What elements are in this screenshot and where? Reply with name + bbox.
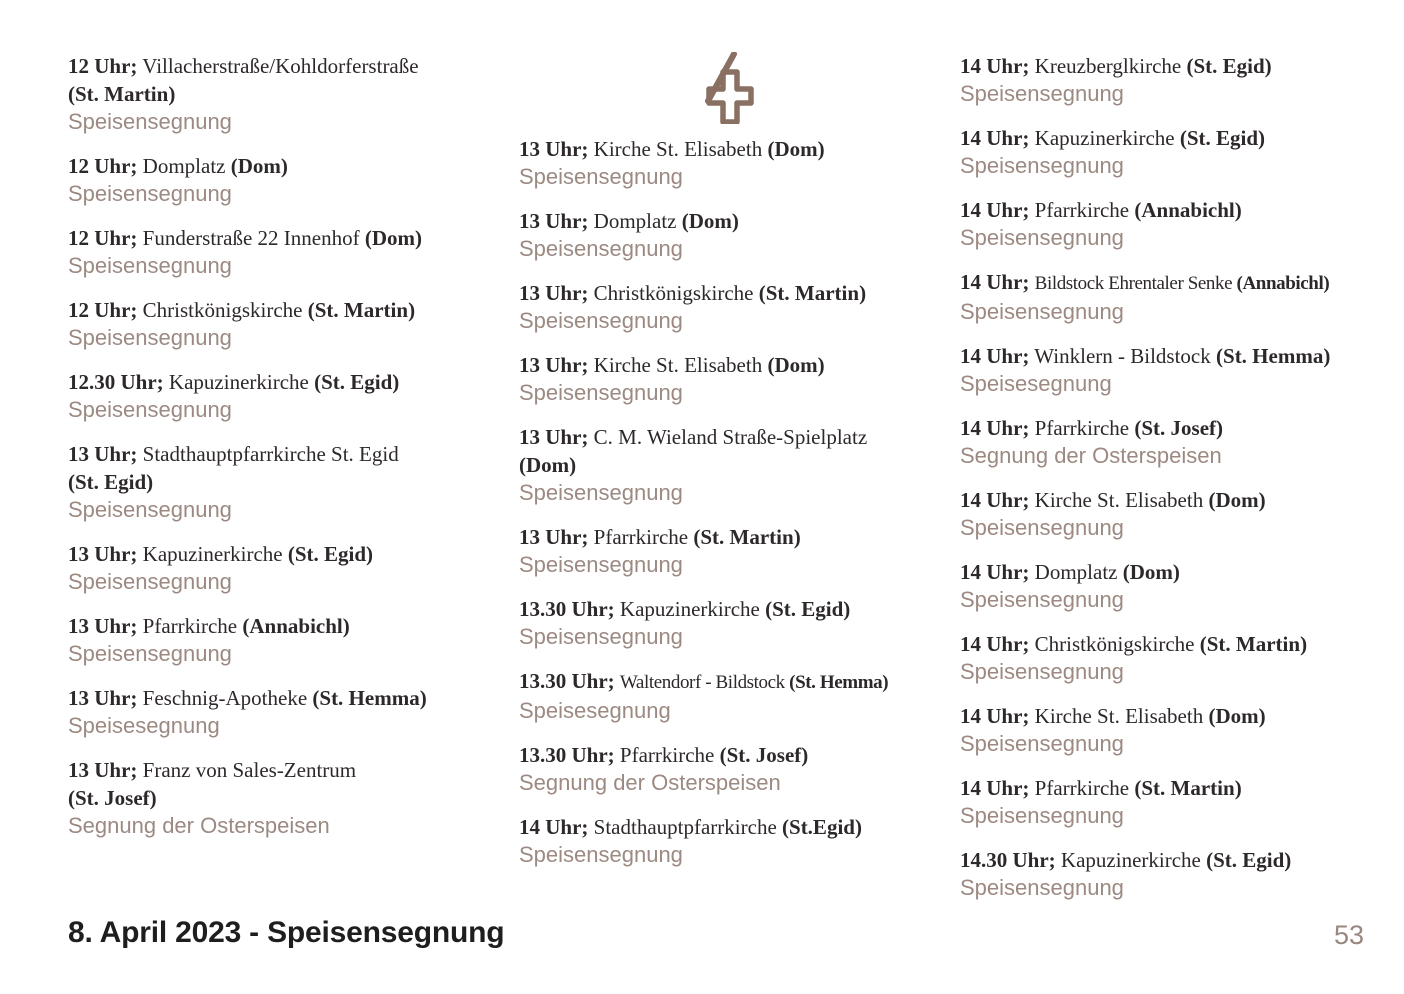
schedule-entry	[68, 296, 504, 352]
schedule-entry	[519, 813, 955, 869]
entry-heading	[960, 196, 1404, 224]
entry-blessing: Speisensegnung	[960, 225, 1124, 250]
schedule-entry	[960, 774, 1404, 830]
entry-location: Kapuzinerkirche	[1034, 126, 1175, 150]
entry-parish: (St. Josef)	[719, 743, 809, 767]
page-number: 53	[1334, 920, 1365, 950]
entry-time: 13.30 Uhr;	[519, 743, 615, 767]
entry-blessing: Speisensegnung	[960, 659, 1124, 684]
schedule-entry	[68, 684, 504, 740]
schedule-entry	[519, 135, 955, 191]
entry-time: 14 Uhr;	[960, 632, 1030, 656]
schedule-entry	[519, 279, 955, 335]
entry-heading	[68, 684, 504, 712]
schedule-entry	[68, 540, 504, 596]
entry-location: Kapuzinerkirche	[1060, 848, 1201, 872]
entry-time: 12 Uhr;	[68, 54, 138, 78]
entry-time: 12 Uhr;	[68, 298, 138, 322]
entry-heading	[68, 296, 504, 324]
entry-heading	[960, 486, 1404, 514]
entry-parish: (St. Egid)	[314, 370, 400, 394]
schedule-entry	[960, 630, 1404, 686]
entry-parish: (St. Egid)	[1186, 54, 1272, 78]
entry-blessing: Speisensegnung	[960, 875, 1124, 900]
entry-parish: (St. Martin)	[758, 281, 867, 305]
entry-heading	[960, 558, 1404, 586]
entry-blessing: Speisensegnung	[519, 842, 683, 867]
entry-location: Waltendorf - Bildstock	[619, 672, 785, 693]
entry-blessing: Speisensegnung	[68, 109, 232, 134]
entry-time: 14 Uhr;	[960, 776, 1030, 800]
stylized-cross-4-icon	[699, 52, 755, 124]
entry-time: 13 Uhr;	[68, 614, 138, 638]
entry-heading	[960, 342, 1404, 370]
entry-blessing: Speisensegnung	[68, 325, 232, 350]
schedule-entry	[960, 342, 1404, 398]
entry-parish: (St.Egid)	[782, 815, 862, 839]
entry-heading	[519, 207, 955, 235]
entry-location: Villacherstraße/Kohldorferstraße	[142, 54, 419, 78]
entry-blessing: Segnung der Osterspeisen	[519, 770, 781, 795]
entry-blessing: Segnung der Osterspeisen	[960, 443, 1222, 468]
entry-parish: (Dom)	[1208, 704, 1266, 728]
schedule-entry	[519, 595, 955, 651]
entry-blessing: Speisensegnung	[68, 497, 232, 522]
entry-blessing: Speisensegnung	[68, 181, 232, 206]
entry-blessing: Speisensegnung	[519, 308, 683, 333]
entry-time: 13 Uhr;	[68, 686, 138, 710]
entry-parish: (Dom)	[767, 353, 825, 377]
entry-location: Christkönigskirche	[1034, 632, 1195, 656]
entry-location: Pfarrkirche	[1034, 416, 1130, 440]
entry-time: 13 Uhr;	[68, 442, 138, 466]
entry-heading	[960, 268, 1404, 298]
entry-time: 14 Uhr;	[519, 815, 589, 839]
entry-parish: (Annabichl)	[1236, 273, 1330, 294]
entry-parish: (Dom)	[1122, 560, 1180, 584]
entry-location: Pfarrkirche	[593, 525, 689, 549]
entry-parish: (Dom)	[364, 226, 423, 250]
schedule-column-left	[68, 52, 504, 856]
entry-heading	[68, 52, 504, 108]
entry-blessing: Speisensegnung	[68, 569, 232, 594]
entry-location: Kapuzinerkirche	[168, 370, 309, 394]
entry-blessing: Speisensegnung	[960, 515, 1124, 540]
entry-blessing: Speisesegnung	[519, 698, 671, 723]
entry-time: 14 Uhr;	[960, 344, 1030, 368]
schedule-entry	[960, 558, 1404, 614]
schedule-entry	[519, 667, 955, 725]
entry-time: 14 Uhr;	[960, 488, 1030, 512]
entry-blessing: Speisensegnung	[68, 253, 232, 278]
entry-heading	[519, 279, 955, 307]
entry-parish: (St. Martin)	[307, 298, 416, 322]
entry-parish: (St. Egid)	[765, 597, 851, 621]
entry-parish: (Dom)	[1208, 488, 1266, 512]
schedule-entry	[960, 414, 1404, 470]
entry-blessing: Speisensegnung	[519, 624, 683, 649]
entry-blessing: Speisensegnung	[519, 236, 683, 261]
entry-location: Bildstock Ehrentaler Senke	[1034, 273, 1233, 294]
entry-heading	[519, 423, 955, 479]
entry-heading	[960, 124, 1404, 152]
entry-heading	[519, 741, 955, 769]
entry-location: Kirche St. Elisabeth	[593, 353, 763, 377]
entry-heading	[960, 846, 1404, 874]
entry-location: Pfarrkirche	[142, 614, 238, 638]
entry-time: 14 Uhr;	[960, 126, 1030, 150]
schedule-column-middle	[519, 52, 955, 885]
schedule-entry	[960, 196, 1404, 252]
entry-parish: (St. Egid)	[68, 470, 154, 494]
entry-blessing: Speisensegnung	[960, 153, 1124, 178]
entry-location: Christkönigskirche	[142, 298, 303, 322]
schedule-entry	[960, 486, 1404, 542]
entry-parish: (St. Martin)	[1134, 776, 1242, 800]
entry-location: Kreuzberglkirche	[1034, 54, 1182, 78]
entry-location: Funderstraße 22 Innenhof	[142, 226, 360, 250]
entry-location: Franz von Sales-Zentrum	[142, 758, 357, 782]
entry-blessing: Speisensegnung	[68, 397, 232, 422]
entry-location: Domplatz	[1034, 560, 1118, 584]
entry-parish: (Dom)	[681, 209, 739, 233]
entry-heading	[960, 414, 1404, 442]
entry-time: 13 Uhr;	[519, 525, 589, 549]
schedule-column-right	[960, 52, 1404, 918]
entry-time: 12.30 Uhr;	[68, 370, 164, 394]
schedule-entry	[68, 52, 504, 136]
entry-heading	[68, 540, 504, 568]
entry-heading	[519, 523, 955, 551]
entry-blessing: Speisensegnung	[519, 380, 683, 405]
entry-parish: (St. Egid)	[1179, 126, 1266, 150]
schedule-entry	[68, 440, 504, 524]
entry-heading	[960, 774, 1404, 802]
entry-time: 14 Uhr;	[960, 270, 1030, 294]
entry-location: Kapuzinerkirche	[142, 542, 283, 566]
entry-heading	[960, 630, 1404, 658]
entry-parish: (St. Josef)	[68, 786, 157, 810]
entry-heading	[68, 152, 504, 180]
entry-blessing: Speisensegnung	[519, 480, 683, 505]
entry-location: Domplatz	[593, 209, 677, 233]
entry-time: 13 Uhr;	[519, 281, 589, 305]
entry-parish: (St. Hemma)	[789, 672, 889, 693]
entry-blessing: Speisensegnung	[960, 299, 1124, 324]
entry-heading	[68, 224, 504, 252]
entry-location: C. M. Wieland Straße-Spielplatz	[593, 425, 868, 449]
entry-parish: (Annabichl)	[242, 614, 350, 638]
entry-heading	[519, 351, 955, 379]
page-title: 8. April 2023 - Speisensegnung	[68, 916, 505, 949]
entry-blessing: Segnung der Osterspeisen	[68, 813, 330, 838]
entry-blessing: Speisensegnung	[960, 731, 1124, 756]
entry-location: Pfarrkirche	[1034, 198, 1130, 222]
entry-parish: (St. Martin)	[693, 525, 801, 549]
entry-time: 12 Uhr;	[68, 154, 138, 178]
entry-location: Kirche St. Elisabeth	[1034, 488, 1204, 512]
entry-heading	[960, 52, 1404, 80]
entry-location: Kirche St. Elisabeth	[1034, 704, 1204, 728]
entry-time: 14 Uhr;	[960, 560, 1030, 584]
schedule-entry	[519, 207, 955, 263]
entry-heading	[68, 756, 504, 812]
entry-location: Kirche St. Elisabeth	[593, 137, 763, 161]
entry-location: Feschnig-Apotheke	[142, 686, 308, 710]
entry-time: 14 Uhr;	[960, 198, 1030, 222]
schedule-entry	[519, 741, 955, 797]
schedule-entry	[519, 351, 955, 407]
schedule-entry	[519, 523, 955, 579]
entry-heading	[519, 667, 955, 697]
schedule-entry	[68, 612, 504, 668]
entry-heading	[68, 368, 504, 396]
entry-time: 14 Uhr;	[960, 416, 1030, 440]
entry-time: 13.30 Uhr;	[519, 597, 615, 621]
entry-time: 14.30 Uhr;	[960, 848, 1056, 872]
schedule-entry	[960, 52, 1404, 108]
entry-parish: (Dom)	[519, 453, 577, 477]
entry-time: 13.30 Uhr;	[519, 669, 615, 693]
schedule-entry	[68, 224, 504, 280]
entry-blessing: Speisensegnung	[960, 803, 1124, 828]
entry-time: 13 Uhr;	[519, 137, 589, 161]
entry-parish: (Dom)	[767, 137, 825, 161]
entry-heading	[68, 612, 504, 640]
entry-parish: (St. Martin)	[68, 82, 176, 106]
entry-parish: (St. Hemma)	[312, 686, 427, 710]
entry-heading	[960, 702, 1404, 730]
entry-time: 13 Uhr;	[519, 209, 589, 233]
schedule-entry	[960, 268, 1404, 326]
schedule-entry	[960, 846, 1404, 902]
entry-time: 13 Uhr;	[68, 542, 138, 566]
entry-blessing: Speisensegnung	[68, 641, 232, 666]
entry-parish: (St. Egid)	[287, 542, 374, 566]
entry-parish: (St. Egid)	[1206, 848, 1292, 872]
entry-heading	[519, 813, 955, 841]
entry-location: Winklern - Bildstock	[1034, 344, 1211, 368]
schedule-entry	[960, 124, 1404, 180]
schedule-entry	[68, 152, 504, 208]
entry-parish: (Dom)	[230, 154, 288, 178]
schedule-entry	[68, 756, 504, 840]
entry-parish: (St. Josef)	[1134, 416, 1224, 440]
entry-blessing: Speisensegnung	[960, 81, 1124, 106]
entry-time: 13 Uhr;	[519, 425, 589, 449]
entry-location: Pfarrkirche	[619, 743, 715, 767]
entry-blessing: Speisesegnung	[68, 713, 220, 738]
entry-blessing: Speisesegnung	[960, 371, 1112, 396]
entry-blessing: Speisensegnung	[519, 164, 683, 189]
entry-parish: (Annabichl)	[1134, 198, 1242, 222]
entry-location: Stadthauptpfarrkirche St. Egid	[142, 442, 399, 466]
entry-location: Domplatz	[142, 154, 226, 178]
entry-location: Christkönigskirche	[593, 281, 754, 305]
entry-time: 14 Uhr;	[960, 54, 1030, 78]
entry-location: Stadthauptpfarrkirche	[593, 815, 777, 839]
schedule-entry	[960, 702, 1404, 758]
entry-time: 13 Uhr;	[519, 353, 589, 377]
entry-time: 14 Uhr;	[960, 704, 1030, 728]
entry-heading	[68, 440, 504, 496]
entry-time: 13 Uhr;	[68, 758, 138, 782]
schedule-entry	[68, 368, 504, 424]
entry-parish: (St. Martin)	[1199, 632, 1308, 656]
entry-blessing: Speisensegnung	[519, 552, 683, 577]
entry-blessing: Speisensegnung	[960, 587, 1124, 612]
entry-time: 12 Uhr;	[68, 226, 138, 250]
schedule-entry	[519, 423, 955, 507]
entry-location: Pfarrkirche	[1034, 776, 1130, 800]
entry-heading	[519, 595, 955, 623]
entry-heading	[519, 135, 955, 163]
entry-parish: (St. Hemma)	[1216, 344, 1331, 368]
entry-location: Kapuzinerkirche	[619, 597, 760, 621]
